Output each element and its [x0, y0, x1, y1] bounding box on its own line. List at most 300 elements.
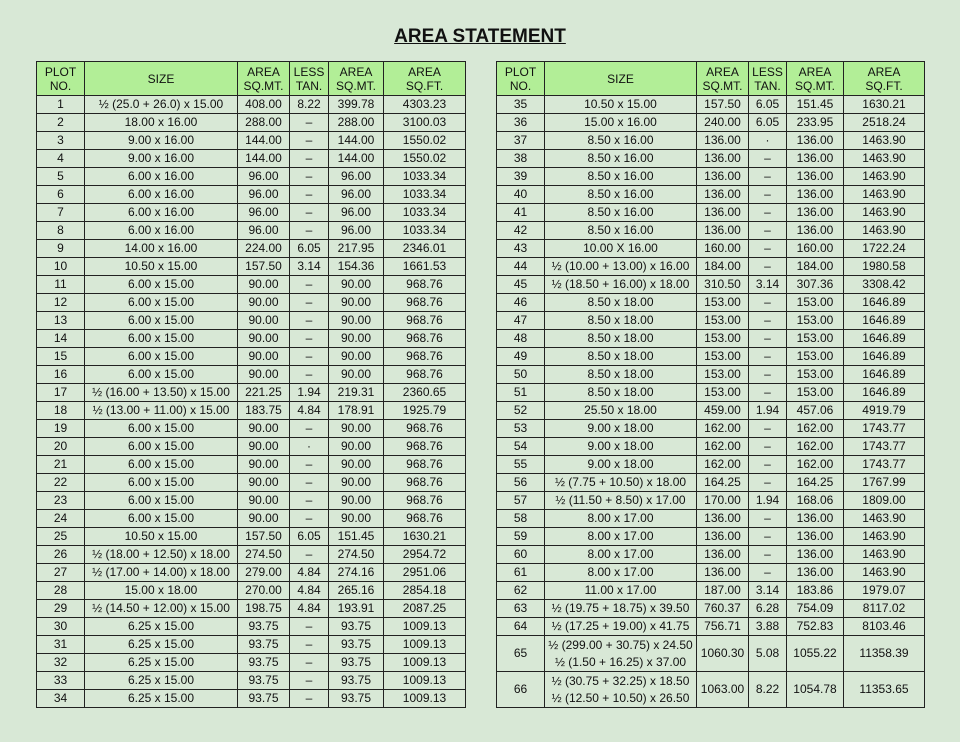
cell-less-tan: – — [749, 330, 787, 348]
table-row — [37, 492, 466, 510]
table-row — [497, 240, 925, 258]
cell-area-sqft: 1009.13 — [384, 618, 466, 636]
cell-plot-no: 24 — [37, 510, 85, 528]
cell-area-sqmt: 93.75 — [238, 618, 290, 636]
cell-size: ½ (30.75 + 32.25) x 18.50 ½ (12.50 + 10.50) x 26.50 — [545, 672, 697, 708]
cell-area-sqft: 1033.34 — [384, 204, 466, 222]
cell-plot-no: 57 — [497, 492, 545, 510]
cell-area-sqft: 1009.13 — [384, 636, 466, 654]
cell-net-area-sqmt: 136.00 — [787, 186, 844, 204]
cell-plot-no: 56 — [497, 474, 545, 492]
cell-area-sqft: 2087.25 — [384, 600, 466, 618]
table-row — [497, 114, 925, 132]
table-row — [497, 636, 925, 672]
cell-plot-no: 23 — [37, 492, 85, 510]
cell-net-area-sqmt: 93.75 — [329, 618, 384, 636]
cell-area-sqft: 2954.72 — [384, 546, 466, 564]
cell-net-area-sqmt: 193.91 — [329, 600, 384, 618]
cell-net-area-sqmt: 162.00 — [787, 456, 844, 474]
cell-net-area-sqmt: 144.00 — [329, 132, 384, 150]
table-row — [37, 348, 466, 366]
cell-area-sqft: 1646.89 — [844, 348, 925, 366]
table-row — [497, 564, 925, 582]
cell-size: ½ (299.00 + 30.75) x 24.50 ½ (1.50 + 16.25) x 37.00 — [545, 636, 697, 672]
cell-area-sqmt: 153.00 — [697, 294, 749, 312]
cell-area-sqmt: 136.00 — [697, 546, 749, 564]
cell-net-area-sqmt: 96.00 — [329, 204, 384, 222]
cell-area-sqft: 1646.89 — [844, 294, 925, 312]
cell-plot-no: 14 — [37, 330, 85, 348]
cell-net-area-sqmt: 90.00 — [329, 330, 384, 348]
cell-less-tan: 3.14 — [290, 258, 329, 276]
cell-size: 6.00 x 15.00 — [85, 510, 238, 528]
table-row — [497, 348, 925, 366]
cell-less-tan: 5.08 — [749, 636, 787, 672]
table-row — [497, 366, 925, 384]
cell-size: 6.25 x 15.00 — [85, 618, 238, 636]
cell-area-sqft: 3308.42 — [844, 276, 925, 294]
cell-less-tan: 4.84 — [290, 600, 329, 618]
cell-less-tan: 6.05 — [749, 96, 787, 114]
table-row — [37, 312, 466, 330]
cell-area-sqft: 1009.13 — [384, 654, 466, 672]
cell-size: ½ (7.75 + 10.50) x 18.00 — [545, 474, 697, 492]
cell-area-sqmt: 96.00 — [238, 222, 290, 240]
table-row — [497, 402, 925, 420]
header-less-tan: LESS TAN. — [749, 62, 787, 96]
cell-plot-no: 38 — [497, 150, 545, 168]
cell-less-tan: – — [290, 114, 329, 132]
cell-area-sqmt: 90.00 — [238, 510, 290, 528]
cell-area-sqmt: 157.50 — [238, 258, 290, 276]
cell-size: 9.00 x 18.00 — [545, 420, 697, 438]
cell-area-sqmt: 240.00 — [697, 114, 749, 132]
cell-net-area-sqmt: 90.00 — [329, 438, 384, 456]
cell-area-sqft: 968.76 — [384, 438, 466, 456]
cell-area-sqft: 968.76 — [384, 492, 466, 510]
cell-area-sqft: 11353.65 — [844, 672, 925, 708]
cell-net-area-sqmt: 184.00 — [787, 258, 844, 276]
cell-plot-no: 66 — [497, 672, 545, 708]
table-row — [497, 132, 925, 150]
table-row — [497, 168, 925, 186]
cell-area-sqft: 2951.06 — [384, 564, 466, 582]
cell-size: ½ (17.00 + 14.00) x 18.00 — [85, 564, 238, 582]
cell-less-tan: · — [749, 132, 787, 150]
cell-net-area-sqmt: 90.00 — [329, 294, 384, 312]
cell-plot-no: 11 — [37, 276, 85, 294]
cell-size: 8.50 x 18.00 — [545, 348, 697, 366]
cell-less-tan: – — [749, 528, 787, 546]
cell-area-sqft: 1463.90 — [844, 168, 925, 186]
cell-net-area-sqmt: 183.86 — [787, 582, 844, 600]
table-row — [37, 456, 466, 474]
cell-area-sqmt: 136.00 — [697, 510, 749, 528]
cell-area-sqft: 968.76 — [384, 510, 466, 528]
table-row — [37, 384, 466, 402]
cell-plot-no: 65 — [497, 636, 545, 672]
cell-area-sqmt: 270.00 — [238, 582, 290, 600]
cell-less-tan: – — [749, 546, 787, 564]
cell-size: 6.00 x 15.00 — [85, 456, 238, 474]
cell-area-sqft: 968.76 — [384, 276, 466, 294]
cell-size: 8.50 x 16.00 — [545, 204, 697, 222]
cell-area-sqft: 1630.21 — [844, 96, 925, 114]
header-area-sqft: AREA SQ.FT. — [844, 62, 925, 96]
cell-plot-no: 60 — [497, 546, 545, 564]
header-less-tan: LESS TAN. — [290, 62, 329, 96]
cell-area-sqmt: 96.00 — [238, 204, 290, 222]
cell-less-tan: – — [749, 294, 787, 312]
cell-size: 15.00 x 18.00 — [85, 582, 238, 600]
cell-less-tan: 1.94 — [749, 402, 787, 420]
cell-area-sqmt: 90.00 — [238, 420, 290, 438]
cell-less-tan: – — [290, 420, 329, 438]
table-row — [37, 546, 466, 564]
cell-size: ½ (13.00 + 11.00) x 15.00 — [85, 402, 238, 420]
cell-size: ½ (19.75 + 18.75) x 39.50 — [545, 600, 697, 618]
cell-net-area-sqmt: 136.00 — [787, 510, 844, 528]
cell-size: 6.25 x 15.00 — [85, 654, 238, 672]
cell-plot-no: 18 — [37, 402, 85, 420]
cell-plot-no: 7 — [37, 204, 85, 222]
cell-plot-no: 42 — [497, 222, 545, 240]
cell-size: 11.00 x 17.00 — [545, 582, 697, 600]
cell-area-sqmt: 90.00 — [238, 312, 290, 330]
cell-area-sqmt: 136.00 — [697, 204, 749, 222]
cell-less-tan: – — [749, 456, 787, 474]
cell-size: 6.00 x 16.00 — [85, 204, 238, 222]
cell-less-tan: 4.84 — [290, 582, 329, 600]
cell-plot-no: 37 — [497, 132, 545, 150]
cell-area-sqmt: 756.71 — [697, 618, 749, 636]
cell-net-area-sqmt: 136.00 — [787, 168, 844, 186]
table-row — [37, 258, 466, 276]
cell-area-sqft: 1809.00 — [844, 492, 925, 510]
cell-less-tan: – — [749, 186, 787, 204]
cell-net-area-sqmt: 136.00 — [787, 204, 844, 222]
cell-plot-no: 21 — [37, 456, 85, 474]
cell-net-area-sqmt: 154.36 — [329, 258, 384, 276]
cell-less-tan: – — [290, 474, 329, 492]
cell-size: 8.50 x 16.00 — [545, 132, 697, 150]
cell-plot-no: 16 — [37, 366, 85, 384]
cell-area-sqft: 968.76 — [384, 348, 466, 366]
cell-area-sqft: 1743.77 — [844, 420, 925, 438]
cell-size: 8.50 x 18.00 — [545, 312, 697, 330]
cell-less-tan: 1.94 — [290, 384, 329, 402]
cell-less-tan: – — [749, 384, 787, 402]
table-row — [497, 510, 925, 528]
cell-plot-no: 43 — [497, 240, 545, 258]
cell-net-area-sqmt: 752.83 — [787, 618, 844, 636]
cell-plot-no: 13 — [37, 312, 85, 330]
table-row — [37, 168, 466, 186]
cell-plot-no: 61 — [497, 564, 545, 582]
cell-size: 6.00 x 15.00 — [85, 474, 238, 492]
cell-net-area-sqmt: 178.91 — [329, 402, 384, 420]
cell-plot-no: 19 — [37, 420, 85, 438]
cell-size: 8.50 x 16.00 — [545, 222, 697, 240]
cell-net-area-sqmt: 153.00 — [787, 366, 844, 384]
cell-net-area-sqmt: 151.45 — [787, 96, 844, 114]
cell-area-sqmt: 310.50 — [697, 276, 749, 294]
cell-less-tan: – — [290, 672, 329, 690]
cell-area-sqft: 2854.18 — [384, 582, 466, 600]
table-row — [37, 330, 466, 348]
cell-net-area-sqmt: 144.00 — [329, 150, 384, 168]
header-size: SIZE — [545, 62, 697, 96]
cell-area-sqmt: 162.00 — [697, 438, 749, 456]
table-row — [497, 474, 925, 492]
cell-area-sqft: 1463.90 — [844, 528, 925, 546]
cell-less-tan: 6.05 — [749, 114, 787, 132]
cell-less-tan: – — [749, 222, 787, 240]
cell-plot-no: 34 — [37, 690, 85, 708]
cell-less-tan: – — [749, 168, 787, 186]
cell-less-tan: – — [749, 510, 787, 528]
cell-less-tan: 3.14 — [749, 582, 787, 600]
cell-area-sqmt: 153.00 — [697, 312, 749, 330]
cell-plot-no: 2 — [37, 114, 85, 132]
table-row — [37, 564, 466, 582]
cell-less-tan: – — [749, 312, 787, 330]
table-row — [37, 672, 466, 690]
cell-net-area-sqmt: 217.95 — [329, 240, 384, 258]
cell-area-sqmt: 153.00 — [697, 384, 749, 402]
table-row — [497, 618, 925, 636]
table-row — [37, 150, 466, 168]
cell-area-sqft: 1463.90 — [844, 510, 925, 528]
cell-plot-no: 64 — [497, 618, 545, 636]
cell-plot-no: 62 — [497, 582, 545, 600]
cell-less-tan: – — [290, 492, 329, 510]
cell-plot-no: 35 — [497, 96, 545, 114]
table-row — [37, 96, 466, 114]
cell-less-tan: – — [749, 204, 787, 222]
cell-net-area-sqmt: 93.75 — [329, 636, 384, 654]
cell-size: 8.50 x 18.00 — [545, 330, 697, 348]
cell-plot-no: 49 — [497, 348, 545, 366]
cell-plot-no: 50 — [497, 366, 545, 384]
cell-area-sqmt: 153.00 — [697, 348, 749, 366]
cell-area-sqft: 2518.24 — [844, 114, 925, 132]
header-area-sqft: AREA SQ.FT. — [384, 62, 466, 96]
cell-plot-no: 3 — [37, 132, 85, 150]
cell-area-sqmt: 144.00 — [238, 132, 290, 150]
table-row — [37, 276, 466, 294]
cell-area-sqft: 1743.77 — [844, 456, 925, 474]
cell-size: ½ (10.00 + 13.00) x 16.00 — [545, 258, 697, 276]
cell-area-sqft: 1646.89 — [844, 330, 925, 348]
cell-area-sqmt: 459.00 — [697, 402, 749, 420]
cell-area-sqft: 1463.90 — [844, 150, 925, 168]
table-row — [497, 456, 925, 474]
cell-area-sqft: 3100.03 — [384, 114, 466, 132]
cell-less-tan: – — [290, 150, 329, 168]
cell-net-area-sqmt: 754.09 — [787, 600, 844, 618]
cell-area-sqft: 2346.01 — [384, 240, 466, 258]
cell-area-sqft: 1646.89 — [844, 384, 925, 402]
cell-size: 6.00 x 15.00 — [85, 438, 238, 456]
cell-area-sqmt: 136.00 — [697, 528, 749, 546]
table-row — [37, 132, 466, 150]
cell-net-area-sqmt: 151.45 — [329, 528, 384, 546]
cell-area-sqft: 1463.90 — [844, 132, 925, 150]
cell-area-sqmt: 187.00 — [697, 582, 749, 600]
cell-less-tan: – — [749, 240, 787, 258]
cell-area-sqmt: 136.00 — [697, 150, 749, 168]
table-row — [497, 222, 925, 240]
cell-net-area-sqmt: 168.06 — [787, 492, 844, 510]
cell-area-sqft: 1463.90 — [844, 222, 925, 240]
page-title: AREA STATEMENT — [394, 26, 566, 47]
cell-area-sqmt: 90.00 — [238, 294, 290, 312]
cell-size: 6.00 x 15.00 — [85, 276, 238, 294]
cell-plot-no: 63 — [497, 600, 545, 618]
cell-net-area-sqmt: 96.00 — [329, 222, 384, 240]
cell-net-area-sqmt: 90.00 — [329, 348, 384, 366]
cell-size: 8.00 x 17.00 — [545, 510, 697, 528]
cell-area-sqft: 968.76 — [384, 456, 466, 474]
cell-size: 15.00 x 16.00 — [545, 114, 697, 132]
cell-area-sqmt: 90.00 — [238, 366, 290, 384]
cell-area-sqmt: 183.75 — [238, 402, 290, 420]
cell-size: 6.25 x 15.00 — [85, 672, 238, 690]
cell-less-tan: 6.05 — [290, 528, 329, 546]
header-plot-no: PLOT NO. — [497, 62, 545, 96]
cell-area-sqmt: 153.00 — [697, 366, 749, 384]
cell-area-sqmt: 93.75 — [238, 672, 290, 690]
cell-less-tan: · — [290, 438, 329, 456]
cell-plot-no: 52 — [497, 402, 545, 420]
cell-less-tan: 6.28 — [749, 600, 787, 618]
cell-area-sqmt: 93.75 — [238, 654, 290, 672]
cell-area-sqmt: 160.00 — [697, 240, 749, 258]
cell-net-area-sqmt: 219.31 — [329, 384, 384, 402]
cell-area-sqft: 968.76 — [384, 294, 466, 312]
table-row — [37, 294, 466, 312]
cell-plot-no: 32 — [37, 654, 85, 672]
table-row — [497, 150, 925, 168]
table-row — [37, 402, 466, 420]
cell-plot-no: 5 — [37, 168, 85, 186]
cell-area-sqft: 968.76 — [384, 420, 466, 438]
cell-net-area-sqmt: 265.16 — [329, 582, 384, 600]
cell-plot-no: 6 — [37, 186, 85, 204]
cell-less-tan: – — [290, 294, 329, 312]
cell-area-sqft: 1630.21 — [384, 528, 466, 546]
cell-area-sqft: 968.76 — [384, 330, 466, 348]
cell-area-sqft: 1722.24 — [844, 240, 925, 258]
header-area-sqmt: AREA SQ.MT. — [697, 62, 749, 96]
table-row — [497, 276, 925, 294]
header-net-area-sqmt: AREA SQ.MT. — [787, 62, 844, 96]
table-row — [497, 582, 925, 600]
cell-area-sqft: 1550.02 — [384, 150, 466, 168]
cell-net-area-sqmt: 136.00 — [787, 132, 844, 150]
cell-plot-no: 12 — [37, 294, 85, 312]
cell-size: 25.50 x 18.00 — [545, 402, 697, 420]
cell-less-tan: – — [290, 132, 329, 150]
cell-area-sqft: 1033.34 — [384, 186, 466, 204]
cell-area-sqft: 4919.79 — [844, 402, 925, 420]
cell-area-sqft: 968.76 — [384, 312, 466, 330]
cell-area-sqmt: 162.00 — [697, 420, 749, 438]
cell-net-area-sqmt: 90.00 — [329, 492, 384, 510]
cell-less-tan: 8.22 — [290, 96, 329, 114]
cell-plot-no: 46 — [497, 294, 545, 312]
cell-size: 6.00 x 15.00 — [85, 366, 238, 384]
cell-plot-no: 36 — [497, 114, 545, 132]
cell-area-sqmt: 184.00 — [697, 258, 749, 276]
cell-less-tan: – — [290, 546, 329, 564]
cell-net-area-sqmt: 164.25 — [787, 474, 844, 492]
cell-area-sqmt: 157.50 — [238, 528, 290, 546]
cell-less-tan: – — [290, 636, 329, 654]
cell-area-sqft: 1009.13 — [384, 672, 466, 690]
cell-area-sqmt: 136.00 — [697, 222, 749, 240]
table-row — [37, 114, 466, 132]
cell-net-area-sqmt: 93.75 — [329, 672, 384, 690]
cell-net-area-sqmt: 96.00 — [329, 168, 384, 186]
cell-less-tan: – — [290, 276, 329, 294]
cell-size: 8.50 x 16.00 — [545, 150, 697, 168]
cell-area-sqft: 1661.53 — [384, 258, 466, 276]
cell-less-tan: – — [749, 258, 787, 276]
cell-size: 8.00 x 17.00 — [545, 564, 697, 582]
cell-area-sqmt: 136.00 — [697, 186, 749, 204]
table-row — [37, 582, 466, 600]
cell-size: 18.00 x 16.00 — [85, 114, 238, 132]
cell-net-area-sqmt: 96.00 — [329, 186, 384, 204]
cell-size: 9.00 x 16.00 — [85, 132, 238, 150]
cell-net-area-sqmt: 153.00 — [787, 312, 844, 330]
cell-size: ½ (11.50 + 8.50) x 17.00 — [545, 492, 697, 510]
area-table-left — [36, 61, 466, 708]
cell-less-tan: – — [290, 186, 329, 204]
cell-area-sqft: 1033.34 — [384, 168, 466, 186]
table-row — [497, 492, 925, 510]
cell-area-sqft: 1980.58 — [844, 258, 925, 276]
cell-area-sqmt: 136.00 — [697, 132, 749, 150]
cell-area-sqft: 1743.77 — [844, 438, 925, 456]
table-row — [497, 186, 925, 204]
cell-plot-no: 26 — [37, 546, 85, 564]
cell-size: 10.50 x 15.00 — [85, 258, 238, 276]
cell-size: 6.00 x 15.00 — [85, 294, 238, 312]
cell-area-sqft: 11358.39 — [844, 636, 925, 672]
cell-area-sqft: 1550.02 — [384, 132, 466, 150]
cell-size: ½ (25.0 + 26.0) x 15.00 — [85, 96, 238, 114]
cell-plot-no: 22 — [37, 474, 85, 492]
cell-less-tan: – — [290, 330, 329, 348]
table-row — [497, 294, 925, 312]
cell-area-sqmt: 96.00 — [238, 168, 290, 186]
table-header-row — [37, 62, 466, 96]
cell-net-area-sqmt: 160.00 — [787, 240, 844, 258]
cell-plot-no: 48 — [497, 330, 545, 348]
table-row — [497, 438, 925, 456]
cell-area-sqmt: 288.00 — [238, 114, 290, 132]
cell-net-area-sqmt: 153.00 — [787, 348, 844, 366]
cell-area-sqmt: 170.00 — [697, 492, 749, 510]
cell-size: 8.50 x 18.00 — [545, 294, 697, 312]
table-row — [37, 600, 466, 618]
table-row — [37, 636, 466, 654]
cell-less-tan: 8.22 — [749, 672, 787, 708]
cell-area-sqft: 1767.99 — [844, 474, 925, 492]
